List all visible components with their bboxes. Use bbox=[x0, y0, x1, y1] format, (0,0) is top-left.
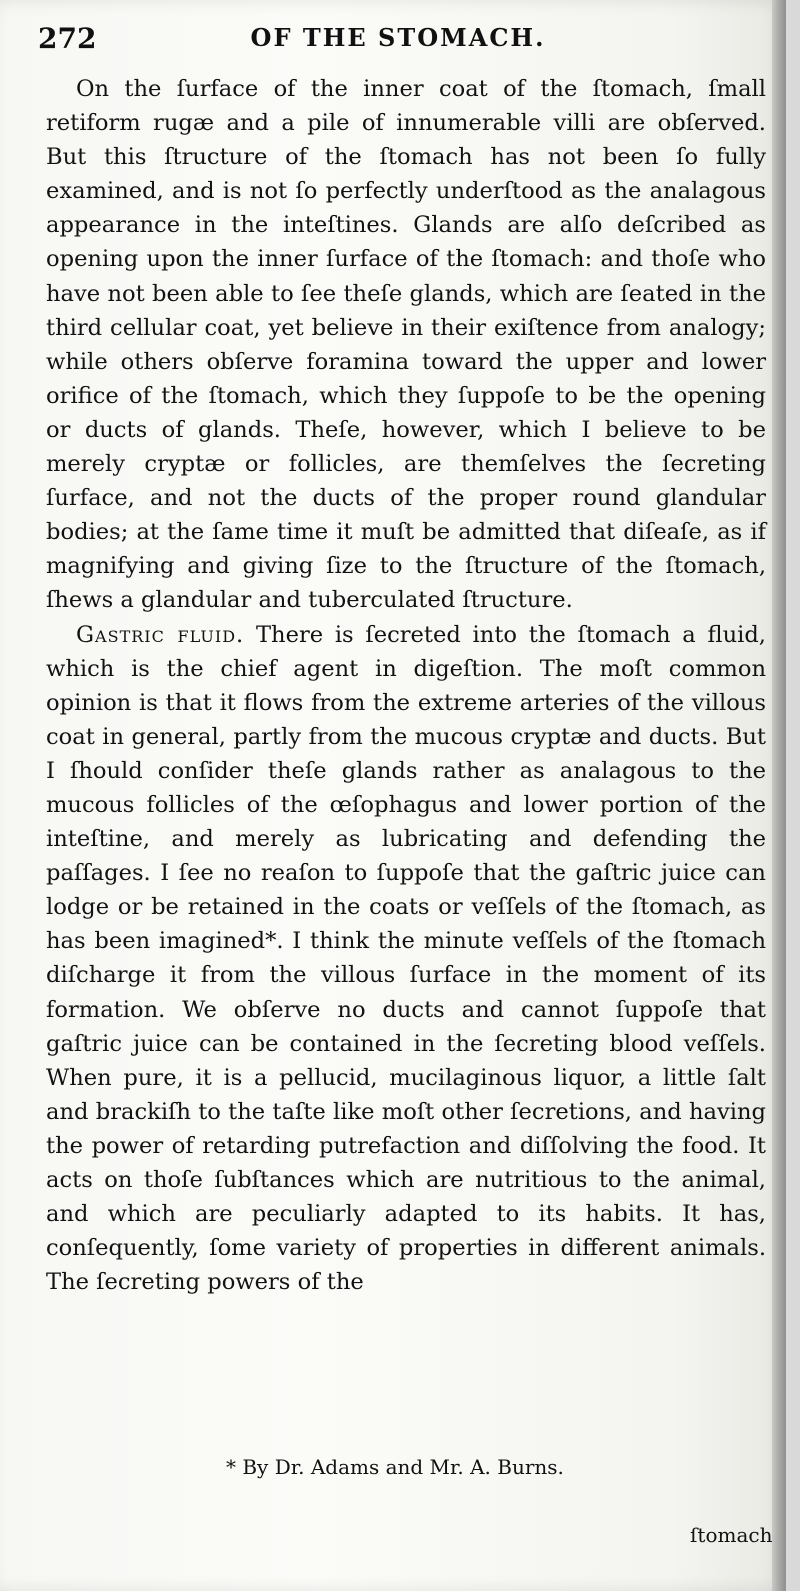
page-header bbox=[38, 22, 758, 54]
main-text bbox=[46, 72, 766, 1299]
catchword: ſtomach bbox=[690, 1523, 773, 1547]
page-number: 272 bbox=[38, 22, 97, 55]
paragraph-gastric-fluid-text: There is ſecreted into the ſtomach a fluid, which is the chief agent in digeſtion. The moſt common opinion is that it flows from the extreme arteries of the villous coat in general, partly from the mucous cryptæ and ducts. But I ſhould conſider theſe glands rather as analagous to the mucous follicles of the œſophagus and lower portion of the inteſtine, and merely as lubricating and defending the paſſages. I ſee no reaſon to ſuppoſe that the gaſtric juice can lodge or be retained in the coats or veſſels of the ſtomach, as has been imagined*. I think the minute veſſels of the ſtomach diſcharge it from the villous ſurface in the moment of its formation. We obſerve no ducts and cannot ſuppoſe that gaſtric juice can be contained in the ſecreting blood veſſels. When pure, it is a pellucid, mucilaginous liquor, a little ſalt and brackiſh to the taſte like moſt other ſecretions, and having the power of retarding putrefaction and diſſolving the food. It acts on thoſe ſubſtances which are nutritious to the animal, and which are peculiarly adapted to its habits. It has, conſequently, ſome variety of properties in different animals. The ſecreting powers of the bbox=[46, 621, 766, 1296]
footnote: * By Dr. Adams and Mr. A. Burns. bbox=[226, 1455, 564, 1479]
running-head: OF THE STOMACH. bbox=[250, 23, 546, 52]
section-label-gastric-fluid: Gastric fluid. bbox=[76, 621, 245, 648]
paragraph-gastric-fluid bbox=[46, 618, 766, 1300]
page-edge bbox=[772, 0, 786, 1591]
paragraph-surface-stomach: On the ſurface of the inner coat of the ſtomach, ſmall retiform rugæ and a pile of innumerable villi are obſerved. But this ſtructure of the ſtomach has not been ſo fully examined, and is not ſo perfectly underſtood as the analagous appearance in the inteſtines. Glands are alſo deſcribed as opening upon the inner ſurface of the ſtomach: and thoſe who have not been able to ſee theſe glands, which are ſeated in the third cellular coat, yet believe in their exiſtence from analogy; while others obſerve foramina toward the upper and lower orifice of the ſtomach, which they ſuppoſe to be the opening or ducts of glands. Theſe, however, which I believe to be merely cryptæ or follicles, are themſelves the ſecreting ſurface, and not the ducts of the proper round glandular bodies; at the ſame time it muſt be admitted that diſeaſe, as if magnifying and giving ſize to the ſtructure of the ſtomach, ſhews a glandular and tuberculated ſtructure. bbox=[46, 76, 766, 614]
